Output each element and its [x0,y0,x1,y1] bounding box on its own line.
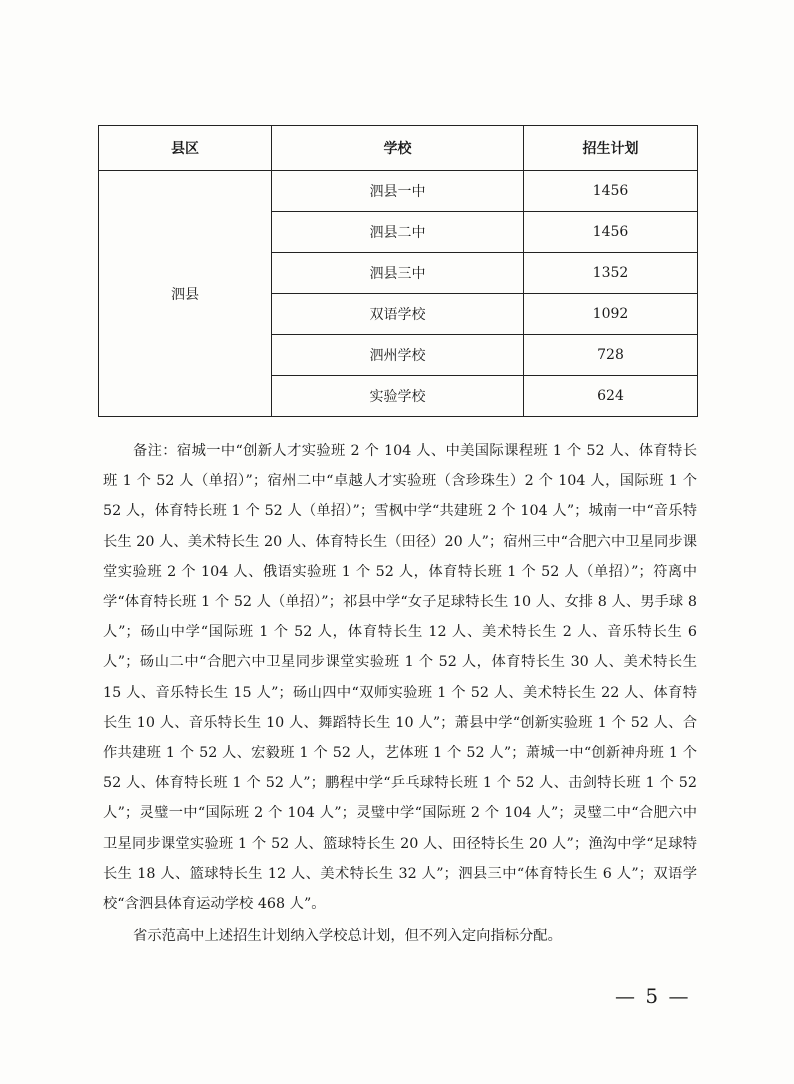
plan-cell: 1456 [524,171,698,212]
school-cell: 泗县二中 [272,212,524,253]
school-cell: 实验学校 [272,376,524,417]
header-school: 学校 [272,126,524,171]
header-plan: 招生计划 [524,126,698,171]
plan-cell: 1456 [524,212,698,253]
page-number: — 5 — [615,984,691,1008]
remarks-section [103,436,697,951]
school-cell: 双语学校 [272,294,524,335]
header-county: 县区 [99,126,272,171]
plan-cell: 1092 [524,294,698,335]
enrollment-plan-table [98,125,698,417]
table-row [99,171,698,212]
remark-paragraph: 备注：宿城一中“创新人才实验班 2 个 104 人、中美国际课程班 1 个 52 人、体育特长班 1 个 52 人（单招）”；宿州二中“卓越人才实验班（含珍珠生）2 个 104 人，国际班 1 个 52 人，体育特长班 1 个 52 人（单招）”；雪枫中学“共建班 2 个 104 人”；城南一中“音乐特长生 20 人、美术特长生 20 人、体育特长生（田径）20 人”；宿州三中“合肥六中卫星同步课堂实验班 2 个 104 人、俄语实验班 1 个 52 人，体育特长班 1 个 52 人（单招）”；符离中学“体育特长班 1 个 52 人（单招）”；祁县中学“女子足球特长生 10 人、女排 8 人、男手球 8 人”；砀山中学“国际班 1 个 52 人，体育特长生 12 人、美术特长生 2 人、音乐特长生 6 人”；砀山二中“合肥六中卫星同步课堂实验班 1 个 52 人，体育特长生 30 人、美术特长生 15 人、音乐特长生 15 人”；砀山四中“双师实验班 1 个 52 人、美术特长生 22 人、体育特长生 10 人、音乐特长生 10 人、舞蹈特长生 10 人”；萧县中学“创新实验班 1 个 52 人、合作共建班 1 个 52 人、宏毅班 1 个 52 人，艺体班 1 个 52 人”；萧城一中“创新神舟班 1 个 52 人、体育特长班 1 个 52 人”；鹏程中学“乒乓球特长班 1 个 52 人、击剑特长班 1 个 52 人”；灵璧一中“国际班 2 个 104 人”；灵璧中学“国际班 2 个 104 人”；灵璧二中“合肥六中卫星同步课堂实验班 1 个 52 人、篮球特长生 20 人、田径特长生 20 人”；渔沟中学“足球特长生 18 人、篮球特长生 12 人、美术特长生 32 人”；泗县三中“体育特长生 6 人”；双语学校“含泗县体育运动学校 468 人”。 [103,443,697,913]
school-cell: 泗州学校 [272,335,524,376]
plan-cell: 1352 [524,253,698,294]
plan-cell: 728 [524,335,698,376]
county-cell: 泗县 [99,171,272,417]
table-header-row [99,126,698,171]
school-cell: 泗县一中 [272,171,524,212]
plan-cell: 624 [524,376,698,417]
final-note-paragraph: 省示范高中上述招生计划纳入学校总计划，但不列入定向指标分配。 [133,928,562,945]
school-cell: 泗县三中 [272,253,524,294]
